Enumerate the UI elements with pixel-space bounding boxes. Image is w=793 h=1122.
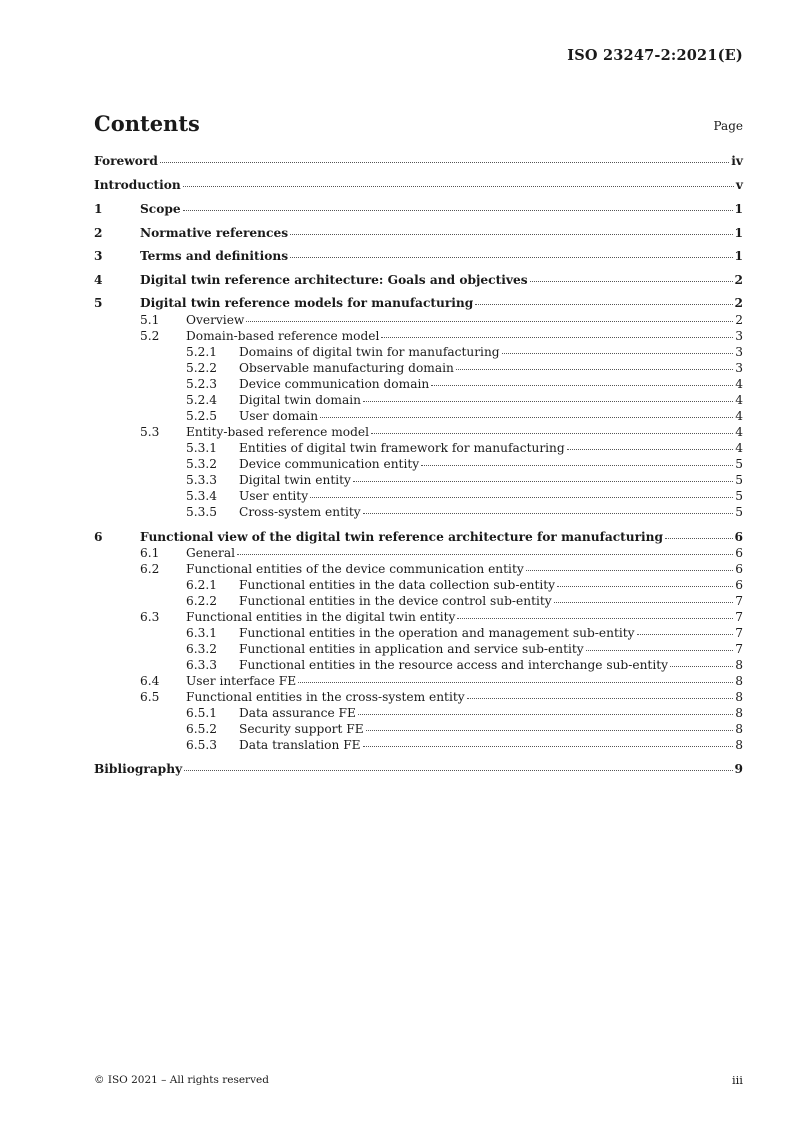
dot-leader xyxy=(183,210,733,211)
toc-entry-number: 5.2.5 xyxy=(186,409,218,423)
toc-entry-number: 5.3.3 xyxy=(186,473,218,487)
toc-entry[interactable] xyxy=(94,202,743,216)
dot-leader xyxy=(557,586,733,587)
toc-entry-number: 5.3.2 xyxy=(186,457,218,471)
dot-leader xyxy=(637,634,734,635)
toc-entry-number: 6.5.3 xyxy=(186,738,218,752)
dot-leader xyxy=(431,385,733,386)
toc-entry[interactable] xyxy=(94,296,743,310)
toc-entry[interactable] xyxy=(94,690,743,704)
toc-entry-title: Digital twin reference architecture: Goals and objectives xyxy=(140,273,528,287)
toc-entry[interactable] xyxy=(94,722,743,736)
toc-entry-number: 5.2.3 xyxy=(186,377,218,391)
toc-entry-title: General xyxy=(186,546,235,560)
toc-entry[interactable] xyxy=(94,658,743,672)
page-column-label: Page xyxy=(713,119,743,133)
toc-entry-page: 4 xyxy=(735,441,743,455)
toc-entry-page: 1 xyxy=(734,249,743,263)
toc-entry-page: 9 xyxy=(734,762,743,776)
dot-leader xyxy=(298,682,733,683)
toc-entry-page: 2 xyxy=(734,296,743,310)
toc-entry-page: 6 xyxy=(735,578,743,592)
toc-entry[interactable] xyxy=(94,473,743,487)
toc-entry-number: 6.2 xyxy=(140,562,160,576)
toc-entry[interactable] xyxy=(94,626,743,640)
toc-entry-page: 7 xyxy=(735,594,743,608)
toc-entry[interactable] xyxy=(94,706,743,720)
toc-entry-number: 5.3.1 xyxy=(186,441,218,455)
toc-entry-title: Functional entities in the resource access and interchange sub-entity xyxy=(239,658,668,672)
dot-leader xyxy=(670,666,733,667)
toc-entry[interactable] xyxy=(94,674,743,688)
toc-entry-number: 5 xyxy=(94,296,103,310)
toc-entry-title: Functional entities in the operation and management sub-entity xyxy=(239,626,635,640)
dot-leader xyxy=(353,481,733,482)
toc-entry[interactable] xyxy=(94,226,743,240)
toc-entry-title: Entity-based reference model xyxy=(186,425,370,439)
toc-entry[interactable] xyxy=(94,489,743,503)
dot-leader xyxy=(183,186,734,187)
toc-entry-title: Introduction xyxy=(94,178,181,192)
toc-entry-number: 5.2 xyxy=(140,329,160,343)
toc-entry-title: Domains of digital twin for manufacturing xyxy=(239,345,500,359)
toc-entry[interactable] xyxy=(94,594,743,608)
toc-entry-number: 6.5.1 xyxy=(186,706,218,720)
toc-entry-title: Device communication entity xyxy=(239,457,420,471)
toc-entry-page: 8 xyxy=(735,674,743,688)
toc-entry-page: 5 xyxy=(735,505,743,519)
toc-entry-number: 5.3.5 xyxy=(186,505,218,519)
dot-leader xyxy=(358,714,733,715)
toc-entry[interactable] xyxy=(94,154,743,168)
toc-entry-page: 8 xyxy=(735,738,743,752)
toc-entry-number: 6.2.1 xyxy=(186,578,218,592)
toc-entry[interactable] xyxy=(94,273,743,287)
toc-entry-page: 7 xyxy=(735,626,743,640)
toc-entry-number: 6.3.1 xyxy=(186,626,218,640)
toc-entry-page: 7 xyxy=(735,642,743,656)
toc-entry-title: Scope xyxy=(140,202,181,216)
toc-entry[interactable] xyxy=(94,578,743,592)
dot-leader xyxy=(363,401,733,402)
toc-entry-title: Overview xyxy=(186,313,245,327)
dot-leader xyxy=(457,618,733,619)
toc-entry[interactable] xyxy=(94,457,743,471)
toc-entry-number: 5.3.4 xyxy=(186,489,218,503)
toc-entry[interactable] xyxy=(94,441,743,455)
dot-leader xyxy=(160,162,729,163)
toc-entry[interactable] xyxy=(94,409,743,423)
toc-entry-page: 5 xyxy=(735,489,743,503)
toc-entry-page: 8 xyxy=(735,706,743,720)
toc-entry[interactable] xyxy=(94,562,743,576)
toc-entry-title: Digital twin domain xyxy=(239,393,361,407)
toc-entry-page: 4 xyxy=(735,377,743,391)
toc-entry[interactable] xyxy=(94,530,743,544)
toc-entry-page: 7 xyxy=(735,610,743,624)
toc-entry-number: 5.2.4 xyxy=(186,393,218,407)
toc-entry[interactable] xyxy=(94,361,743,375)
toc-entry-title: Functional entities in the data collection sub-entity xyxy=(239,578,556,592)
dot-leader xyxy=(586,650,734,651)
dot-leader xyxy=(502,353,734,354)
toc-entry-title: User entity xyxy=(239,489,309,503)
toc-entry-number: 3 xyxy=(94,249,103,263)
toc-entry[interactable] xyxy=(94,313,743,327)
toc-entry-title: Normative references xyxy=(140,226,289,240)
toc-entry-title: Terms and definitions xyxy=(140,249,289,263)
toc-entry-title: Entities of digital twin framework for manufacturing xyxy=(239,441,565,455)
toc-entry-number: 5.3 xyxy=(140,425,160,439)
toc-entry-title: Data translation FE xyxy=(239,738,361,752)
toc-entry-title: Digital twin reference models for manufacturing xyxy=(140,296,474,310)
toc-entry-page: 8 xyxy=(735,722,743,736)
toc-entry-number: 6.3.2 xyxy=(186,642,218,656)
toc-entry[interactable] xyxy=(94,425,743,439)
toc-entry[interactable] xyxy=(94,505,743,519)
dot-leader xyxy=(320,417,733,418)
toc-entry[interactable] xyxy=(94,642,743,656)
dot-leader xyxy=(530,281,733,282)
dot-leader xyxy=(421,465,733,466)
dot-leader xyxy=(554,602,734,603)
toc-entry-title: Digital twin entity xyxy=(239,473,351,487)
toc-entry-title: Domain-based reference model xyxy=(186,329,380,343)
toc-entry-title: Cross-system entity xyxy=(239,505,361,519)
toc-entry-title: Device communication domain xyxy=(239,377,430,391)
dot-leader xyxy=(363,746,734,747)
toc-entry[interactable] xyxy=(94,329,743,343)
toc-entry-title: Foreword xyxy=(94,154,158,168)
toc-entry-page: 4 xyxy=(735,393,743,407)
toc-entry-title: Functional entities of the device communication entity xyxy=(186,562,524,576)
dot-leader xyxy=(475,304,732,305)
toc-entry-number: 6.4 xyxy=(140,674,160,688)
toc-entry-page: iv xyxy=(731,154,743,168)
toc-entry-page: 2 xyxy=(734,273,743,287)
toc-entry-page: 6 xyxy=(734,530,743,544)
toc-entry-title: User interface FE xyxy=(186,674,297,688)
dot-leader xyxy=(366,730,734,731)
toc-entry-page: 5 xyxy=(735,473,743,487)
dot-leader xyxy=(567,449,734,450)
toc-entry-number: 6.3.3 xyxy=(186,658,218,672)
toc-entry-page: 1 xyxy=(734,226,743,240)
toc-entry[interactable] xyxy=(94,762,743,776)
toc-entry-page: 3 xyxy=(735,345,743,359)
dot-leader xyxy=(467,698,734,699)
toc-entry[interactable] xyxy=(94,178,743,192)
toc-entry-page: 5 xyxy=(735,457,743,471)
document-id: ISO 23247-2:2021(E) xyxy=(567,47,743,64)
toc-entry-number: 6.1 xyxy=(140,546,160,560)
toc-entry-page: 3 xyxy=(735,329,743,343)
toc-entry-page: 4 xyxy=(735,425,743,439)
toc-entry[interactable] xyxy=(94,249,743,263)
toc-entry-number: 5.2.1 xyxy=(186,345,218,359)
toc-entry-number: 6.5 xyxy=(140,690,160,704)
toc-entry-number: 6.3 xyxy=(140,610,160,624)
toc-entry-number: 5.1 xyxy=(140,313,160,327)
toc-entry-title: Functional entities in the digital twin entity xyxy=(186,610,456,624)
dot-leader xyxy=(290,234,732,235)
toc-entry-title: Bibliography xyxy=(94,762,183,776)
toc-entry-number: 4 xyxy=(94,273,103,287)
toc-entry-number: 1 xyxy=(94,202,103,216)
toc-entry-title: Functional entities in application and service sub-entity xyxy=(239,642,584,656)
toc-entry-page: v xyxy=(735,178,743,192)
toc-entry-title: Data assurance FE xyxy=(239,706,356,720)
toc-entry[interactable] xyxy=(94,738,743,752)
toc-entry-title: Security support FE xyxy=(239,722,364,736)
toc-entry-number: 6.5.2 xyxy=(186,722,218,736)
dot-leader xyxy=(526,570,734,571)
toc-entry-title: Functional entities in the device control sub-entity xyxy=(239,594,552,608)
toc-entry-number: 2 xyxy=(94,226,103,240)
dot-leader xyxy=(456,369,733,370)
toc-entry-page: 2 xyxy=(735,313,743,327)
page-number: iii xyxy=(731,1073,743,1087)
toc-entry-title: Functional view of the digital twin reference architecture for manufacturing xyxy=(140,530,664,544)
toc-entry[interactable] xyxy=(94,393,743,407)
toc-entry-title: User domain xyxy=(239,409,319,423)
contents-title: Contents xyxy=(94,111,200,136)
dot-leader xyxy=(371,433,733,434)
toc-entry-number: 6.2.2 xyxy=(186,594,218,608)
dot-leader xyxy=(665,538,732,539)
toc-entry-title: Observable manufacturing domain xyxy=(239,361,454,375)
dot-leader xyxy=(363,513,734,514)
dot-leader xyxy=(246,321,733,322)
dot-leader xyxy=(237,554,733,555)
copyright-notice: © ISO 2021 – All rights reserved xyxy=(94,1074,269,1086)
toc-entry-page: 6 xyxy=(735,546,743,560)
dot-leader xyxy=(310,497,733,498)
toc-entry-page: 8 xyxy=(735,658,743,672)
toc-entry-page: 1 xyxy=(734,202,743,216)
toc-entry[interactable] xyxy=(94,377,743,391)
toc-entry-page: 3 xyxy=(735,361,743,375)
dot-leader xyxy=(184,770,732,771)
toc-entry-number: 5.2.2 xyxy=(186,361,218,375)
toc-entry-page: 4 xyxy=(735,409,743,423)
toc-entry-page: 6 xyxy=(735,562,743,576)
toc-entry[interactable] xyxy=(94,345,743,359)
toc-entry-title: Functional entities in the cross-system entity xyxy=(186,690,465,704)
dot-leader xyxy=(381,337,733,338)
dot-leader xyxy=(290,257,732,258)
toc-entry-number: 6 xyxy=(94,530,103,544)
toc-entry[interactable] xyxy=(94,546,743,560)
toc-entry-page: 8 xyxy=(735,690,743,704)
toc-entry[interactable] xyxy=(94,610,743,624)
